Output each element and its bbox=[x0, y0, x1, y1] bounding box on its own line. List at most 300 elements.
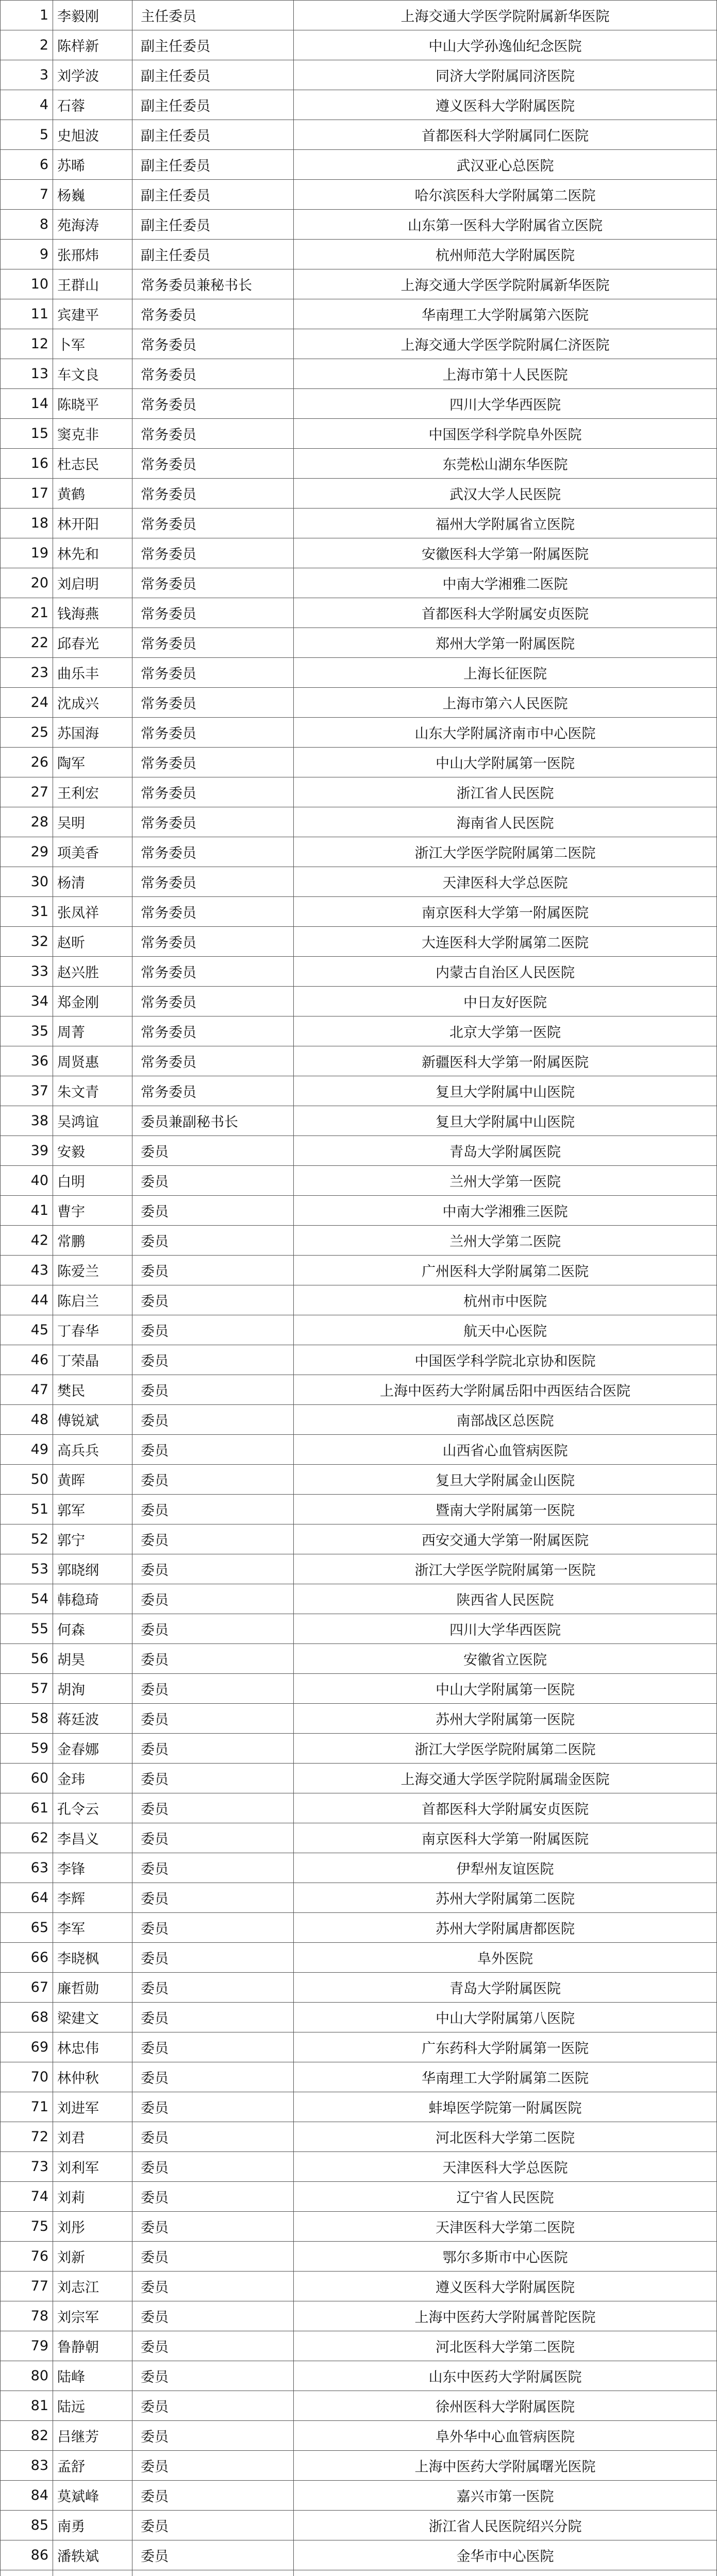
member-hospital-cell: 苏州大学附属第一医院 bbox=[294, 1704, 717, 1734]
member-role-cell: 委员 bbox=[132, 2242, 294, 2272]
member-name-cell: 樊民 bbox=[53, 1375, 132, 1405]
member-hospital-cell: 中山大学附属第一医院 bbox=[294, 748, 717, 777]
member-role-cell: 常务委员 bbox=[132, 389, 294, 419]
member-hospital-cell: 遵义医科大学附属医院 bbox=[294, 2272, 717, 2301]
member-hospital-cell: 金华市中心医院 bbox=[294, 2540, 717, 2570]
member-role-cell: 委员 bbox=[132, 1674, 294, 1704]
member-name-cell: 曲乐丰 bbox=[53, 658, 132, 688]
member-number-cell: 39 bbox=[1, 1136, 53, 1166]
member-name-cell: 林仲秋 bbox=[53, 2062, 132, 2092]
member-role-cell: 常务委员 bbox=[132, 479, 294, 509]
table-row bbox=[1, 2540, 717, 2570]
member-hospital-cell: 四川大学华西医院 bbox=[294, 389, 717, 419]
member-number-cell: 74 bbox=[1, 2182, 53, 2212]
member-role-cell: 委员 bbox=[132, 1704, 294, 1734]
table-row bbox=[1, 1823, 717, 1853]
member-name-cell: 朱文青 bbox=[53, 1076, 132, 1106]
table-row bbox=[1, 90, 717, 120]
member-name-cell: 陈爱兰 bbox=[53, 1256, 132, 1285]
table-row bbox=[1, 479, 717, 509]
member-number-cell: 28 bbox=[1, 807, 53, 837]
member-role-cell: 委员 bbox=[132, 1495, 294, 1524]
member-name-cell: 孟舒 bbox=[53, 2451, 132, 2481]
member-number-cell: 52 bbox=[1, 1524, 53, 1554]
table-row bbox=[1, 1, 717, 30]
member-hospital-cell: 天津医科大学总医院 bbox=[294, 867, 717, 897]
table-row bbox=[1, 1435, 717, 1465]
table-row bbox=[1, 1076, 717, 1106]
member-name-cell bbox=[53, 2570, 132, 2576]
member-number-cell: 34 bbox=[1, 987, 53, 1016]
member-role-cell: 常务委员 bbox=[132, 419, 294, 449]
table-row bbox=[1, 389, 717, 419]
table-row bbox=[1, 299, 717, 329]
member-role-cell: 常务委员 bbox=[132, 359, 294, 389]
member-hospital-cell: 山东第一医科大学附属省立医院 bbox=[294, 210, 717, 240]
member-hospital-cell: 河北医科大学第二医院 bbox=[294, 2122, 717, 2152]
member-number-cell: 50 bbox=[1, 1465, 53, 1495]
table-row bbox=[1, 1674, 717, 1704]
member-name-cell: 沈成兴 bbox=[53, 688, 132, 718]
member-role-cell: 常务委员 bbox=[132, 538, 294, 568]
member-name-cell: 郭军 bbox=[53, 1495, 132, 1524]
table-row bbox=[1, 30, 717, 60]
table-row bbox=[1, 867, 717, 897]
table-row bbox=[1, 1495, 717, 1524]
member-number-cell: 17 bbox=[1, 479, 53, 509]
member-role-cell: 委员 bbox=[132, 1435, 294, 1465]
table-row bbox=[1, 1405, 717, 1435]
member-name-cell: 王群山 bbox=[53, 269, 132, 299]
member-number-cell: 57 bbox=[1, 1674, 53, 1704]
member-role-cell: 常务委员 bbox=[132, 1046, 294, 1076]
member-number-cell: 43 bbox=[1, 1256, 53, 1285]
member-name-cell: 陈晓平 bbox=[53, 389, 132, 419]
member-hospital-cell: 首都医科大学附属安贞医院 bbox=[294, 598, 717, 628]
member-hospital-cell: 南京医科大学第一附属医院 bbox=[294, 1823, 717, 1853]
member-number-cell: 63 bbox=[1, 1853, 53, 1883]
member-number-cell: 29 bbox=[1, 837, 53, 867]
member-hospital-cell bbox=[294, 2570, 717, 2576]
member-role-cell: 常务委员 bbox=[132, 1076, 294, 1106]
member-number-cell: 86 bbox=[1, 2540, 53, 2570]
member-name-cell: 刘志江 bbox=[53, 2272, 132, 2301]
member-hospital-cell: 安徽省立医院 bbox=[294, 1644, 717, 1674]
table-row bbox=[1, 2182, 717, 2212]
member-role-cell: 委员 bbox=[132, 2003, 294, 2032]
member-role-cell: 委员 bbox=[132, 1853, 294, 1883]
table-row bbox=[1, 718, 717, 748]
member-hospital-cell: 上海长征医院 bbox=[294, 658, 717, 688]
member-role-cell: 委员 bbox=[132, 2122, 294, 2152]
member-role-cell: 主任委员 bbox=[132, 1, 294, 30]
member-number-cell: 68 bbox=[1, 2003, 53, 2032]
table-row bbox=[1, 2272, 717, 2301]
table-row bbox=[1, 1853, 717, 1883]
member-hospital-cell: 武汉大学人民医院 bbox=[294, 479, 717, 509]
member-hospital-cell: 福州大学附属省立医院 bbox=[294, 509, 717, 538]
member-number-cell: 4 bbox=[1, 90, 53, 120]
member-name-cell: 安毅 bbox=[53, 1136, 132, 1166]
member-hospital-cell: 兰州大学第一医院 bbox=[294, 1166, 717, 1196]
member-role-cell: 委员兼副秘书长 bbox=[132, 1106, 294, 1136]
member-hospital-cell: 杭州市中医院 bbox=[294, 1285, 717, 1315]
member-hospital-cell: 首都医科大学附属安贞医院 bbox=[294, 1793, 717, 1823]
member-name-cell: 李毅刚 bbox=[53, 1, 132, 30]
member-hospital-cell: 伊犁州友谊医院 bbox=[294, 1853, 717, 1883]
member-name-cell: 丁荣晶 bbox=[53, 1345, 132, 1375]
member-name-cell: 廉哲勋 bbox=[53, 1973, 132, 2003]
member-hospital-cell: 中南大学湘雅二医院 bbox=[294, 568, 717, 598]
member-role-cell: 委员 bbox=[132, 1524, 294, 1554]
member-number-cell: 32 bbox=[1, 927, 53, 957]
member-role-cell: 委员 bbox=[132, 1136, 294, 1166]
member-name-cell: 赵兴胜 bbox=[53, 957, 132, 987]
member-hospital-cell: 上海交通大学医学院附属瑞金医院 bbox=[294, 1764, 717, 1793]
member-role-cell: 副主任委员 bbox=[132, 90, 294, 120]
member-role-cell: 委员 bbox=[132, 1734, 294, 1764]
table-row bbox=[1, 2301, 717, 2331]
table-row bbox=[1, 2481, 717, 2511]
member-hospital-cell: 暨南大学附属第一医院 bbox=[294, 1495, 717, 1524]
member-hospital-cell: 内蒙古自治区人民医院 bbox=[294, 957, 717, 987]
member-role-cell: 常务委员 bbox=[132, 509, 294, 538]
member-number-cell: 11 bbox=[1, 299, 53, 329]
member-name-cell: 陆远 bbox=[53, 2391, 132, 2421]
member-name-cell: 刘学波 bbox=[53, 60, 132, 90]
member-name-cell: 丁春华 bbox=[53, 1315, 132, 1345]
table-row bbox=[1, 748, 717, 777]
table-row bbox=[1, 1764, 717, 1793]
table-row bbox=[1, 2511, 717, 2540]
member-role-cell: 委员 bbox=[132, 2182, 294, 2212]
member-hospital-cell: 兰州大学第二医院 bbox=[294, 1226, 717, 1256]
member-role-cell: 委员 bbox=[132, 1943, 294, 1973]
table-row bbox=[1, 688, 717, 718]
member-number-cell: 2 bbox=[1, 30, 53, 60]
table-row bbox=[1, 987, 717, 1016]
member-number-cell: 7 bbox=[1, 180, 53, 210]
table-row bbox=[1, 568, 717, 598]
member-hospital-cell: 东莞松山湖东华医院 bbox=[294, 449, 717, 479]
table-row bbox=[1, 2152, 717, 2182]
member-number-cell: 13 bbox=[1, 359, 53, 389]
table-row bbox=[1, 1285, 717, 1315]
member-number-cell: 25 bbox=[1, 718, 53, 748]
member-hospital-cell: 中南大学湘雅三医院 bbox=[294, 1196, 717, 1226]
member-number-cell: 20 bbox=[1, 568, 53, 598]
member-role-cell: 常务委员 bbox=[132, 867, 294, 897]
member-number-cell: 76 bbox=[1, 2242, 53, 2272]
member-role-cell: 委员 bbox=[132, 1823, 294, 1853]
table-row bbox=[1, 449, 717, 479]
member-number-cell: 40 bbox=[1, 1166, 53, 1196]
member-hospital-cell: 广东药科大学附属第一医院 bbox=[294, 2032, 717, 2062]
member-role-cell: 委员 bbox=[132, 1226, 294, 1256]
table-row bbox=[1, 180, 717, 210]
member-number-cell: 27 bbox=[1, 777, 53, 807]
member-name-cell: 白明 bbox=[53, 1166, 132, 1196]
member-role-cell: 委员 bbox=[132, 1285, 294, 1315]
member-number-cell: 1 bbox=[1, 1, 53, 30]
member-role-cell: 常务委员 bbox=[132, 837, 294, 867]
member-hospital-cell: 上海交通大学医学院附属新华医院 bbox=[294, 269, 717, 299]
table-row bbox=[1, 1793, 717, 1823]
member-role-cell: 常务委员 bbox=[132, 957, 294, 987]
member-name-cell: 刘进军 bbox=[53, 2092, 132, 2122]
member-name-cell: 南勇 bbox=[53, 2511, 132, 2540]
member-hospital-cell: 上海交通大学医学院附属仁济医院 bbox=[294, 329, 717, 359]
member-role-cell: 委员 bbox=[132, 2152, 294, 2182]
member-hospital-cell: 蚌埠医学院第一附属医院 bbox=[294, 2092, 717, 2122]
member-hospital-cell: 中山大学附属第八医院 bbox=[294, 2003, 717, 2032]
member-name-cell: 杨巍 bbox=[53, 180, 132, 210]
table-row bbox=[1, 927, 717, 957]
member-name-cell: 吴鸿谊 bbox=[53, 1106, 132, 1136]
table-row bbox=[1, 1256, 717, 1285]
member-role-cell: 委员 bbox=[132, 1315, 294, 1345]
member-name-cell: 曹宇 bbox=[53, 1196, 132, 1226]
member-role-cell: 委员 bbox=[132, 2540, 294, 2570]
member-name-cell: 陈样新 bbox=[53, 30, 132, 60]
member-name-cell: 苏晞 bbox=[53, 150, 132, 180]
member-number-cell: 5 bbox=[1, 120, 53, 150]
table-row bbox=[1, 2331, 717, 2361]
member-role-cell: 委员 bbox=[132, 1554, 294, 1584]
member-hospital-cell: 山东大学附属济南市中心医院 bbox=[294, 718, 717, 748]
member-name-cell: 郑金刚 bbox=[53, 987, 132, 1016]
member-role-cell: 常务委员 bbox=[132, 927, 294, 957]
member-hospital-cell: 四川大学华西医院 bbox=[294, 1614, 717, 1644]
member-role-cell: 委员 bbox=[132, 2331, 294, 2361]
member-number-cell: 47 bbox=[1, 1375, 53, 1405]
member-number-cell: 81 bbox=[1, 2391, 53, 2421]
member-role-cell: 委员 bbox=[132, 2451, 294, 2481]
member-role-cell: 委员 bbox=[132, 1196, 294, 1226]
member-number-cell: 80 bbox=[1, 2361, 53, 2391]
member-number-cell: 46 bbox=[1, 1345, 53, 1375]
member-name-cell: 李辉 bbox=[53, 1883, 132, 1913]
member-name-cell: 刘启明 bbox=[53, 568, 132, 598]
table-row bbox=[1, 1106, 717, 1136]
table-row bbox=[1, 2212, 717, 2242]
member-hospital-cell: 天津医科大学第二医院 bbox=[294, 2212, 717, 2242]
member-number-cell: 14 bbox=[1, 389, 53, 419]
member-hospital-cell: 浙江省人民医院绍兴分院 bbox=[294, 2511, 717, 2540]
member-hospital-cell: 嘉兴市第一医院 bbox=[294, 2481, 717, 2511]
member-hospital-cell: 杭州师范大学附属医院 bbox=[294, 240, 717, 269]
member-number-cell: 12 bbox=[1, 329, 53, 359]
member-role-cell: 常务委员 bbox=[132, 987, 294, 1016]
member-number-cell: 65 bbox=[1, 1913, 53, 1943]
member-hospital-cell: 首都医科大学附属同仁医院 bbox=[294, 120, 717, 150]
table-row bbox=[1, 1345, 717, 1375]
member-number-cell: 73 bbox=[1, 2152, 53, 2182]
member-name-cell: 鲁静朝 bbox=[53, 2331, 132, 2361]
table-row bbox=[1, 897, 717, 927]
member-name-cell: 金玮 bbox=[53, 1764, 132, 1793]
member-name-cell: 吴明 bbox=[53, 807, 132, 837]
table-row bbox=[1, 1375, 717, 1405]
member-number-cell: 82 bbox=[1, 2421, 53, 2451]
member-number-cell: 78 bbox=[1, 2301, 53, 2331]
member-role-cell: 副主任委员 bbox=[132, 150, 294, 180]
table-row bbox=[1, 1315, 717, 1345]
member-number-cell: 85 bbox=[1, 2511, 53, 2540]
table-row bbox=[1, 598, 717, 628]
member-hospital-cell: 阜外华中心血管病医院 bbox=[294, 2421, 717, 2451]
member-name-cell: 郭晓纲 bbox=[53, 1554, 132, 1584]
member-number-cell: 69 bbox=[1, 2032, 53, 2062]
member-number-cell: 37 bbox=[1, 1076, 53, 1106]
table-row bbox=[1, 2391, 717, 2421]
member-number-cell: 70 bbox=[1, 2062, 53, 2092]
member-hospital-cell: 安徽医科大学第一附属医院 bbox=[294, 538, 717, 568]
member-role-cell: 委员 bbox=[132, 2272, 294, 2301]
member-hospital-cell: 上海中医药大学附属普陀医院 bbox=[294, 2301, 717, 2331]
member-name-cell: 张邢炜 bbox=[53, 240, 132, 269]
member-name-cell: 林开阳 bbox=[53, 509, 132, 538]
member-name-cell: 莫斌峰 bbox=[53, 2481, 132, 2511]
member-role-cell: 委员 bbox=[132, 1465, 294, 1495]
member-number-cell: 71 bbox=[1, 2092, 53, 2122]
member-number-cell: 67 bbox=[1, 1973, 53, 2003]
member-number-cell: 9 bbox=[1, 240, 53, 269]
member-hospital-cell: 新疆医科大学第一附属医院 bbox=[294, 1046, 717, 1076]
table-row bbox=[1, 628, 717, 658]
table-row bbox=[1, 1973, 717, 2003]
member-role-cell: 委员 bbox=[132, 2511, 294, 2540]
member-hospital-cell: 复旦大学附属金山医院 bbox=[294, 1465, 717, 1495]
table-row bbox=[1, 1016, 717, 1046]
member-name-cell: 陆峰 bbox=[53, 2361, 132, 2391]
member-hospital-cell: 上海中医药大学附属岳阳中西医结合医院 bbox=[294, 1375, 717, 1405]
member-name-cell: 郭宁 bbox=[53, 1524, 132, 1554]
member-hospital-cell: 上海交通大学医学院附属新华医院 bbox=[294, 1, 717, 30]
member-hospital-cell: 南京医科大学第一附属医院 bbox=[294, 897, 717, 927]
member-name-cell: 赵昕 bbox=[53, 927, 132, 957]
member-hospital-cell: 同济大学附属同济医院 bbox=[294, 60, 717, 90]
table-row bbox=[1, 837, 717, 867]
member-number-cell: 21 bbox=[1, 598, 53, 628]
member-number-cell: 58 bbox=[1, 1704, 53, 1734]
member-hospital-cell: 青岛大学附属医院 bbox=[294, 1136, 717, 1166]
member-role-cell: 常务委员 bbox=[132, 628, 294, 658]
member-name-cell: 陈启兰 bbox=[53, 1285, 132, 1315]
member-number-cell: 66 bbox=[1, 1943, 53, 1973]
table-row bbox=[1, 1734, 717, 1764]
member-number-cell: 8 bbox=[1, 210, 53, 240]
table-row bbox=[1, 60, 717, 90]
member-name-cell: 窦克非 bbox=[53, 419, 132, 449]
table-row bbox=[1, 2570, 717, 2576]
member-name-cell: 杨清 bbox=[53, 867, 132, 897]
member-name-cell: 胡洵 bbox=[53, 1674, 132, 1704]
member-name-cell: 周贤惠 bbox=[53, 1046, 132, 1076]
table-row bbox=[1, 120, 717, 150]
member-name-cell: 宾建平 bbox=[53, 299, 132, 329]
member-name-cell: 傅锐斌 bbox=[53, 1405, 132, 1435]
member-name-cell: 项美香 bbox=[53, 837, 132, 867]
member-number-cell: 16 bbox=[1, 449, 53, 479]
member-hospital-cell: 哈尔滨医科大学附属第二医院 bbox=[294, 180, 717, 210]
member-name-cell: 卜军 bbox=[53, 329, 132, 359]
member-name-cell: 张凤祥 bbox=[53, 897, 132, 927]
member-number-cell: 3 bbox=[1, 60, 53, 90]
table-row bbox=[1, 2361, 717, 2391]
member-name-cell: 黄鹤 bbox=[53, 479, 132, 509]
member-hospital-cell: 华南理工大学附属第六医院 bbox=[294, 299, 717, 329]
member-number-cell: 83 bbox=[1, 2451, 53, 2481]
member-name-cell: 车文良 bbox=[53, 359, 132, 389]
table-row bbox=[1, 269, 717, 299]
table-row bbox=[1, 2062, 717, 2092]
member-role-cell: 委员 bbox=[132, 1375, 294, 1405]
member-role-cell: 委员 bbox=[132, 1793, 294, 1823]
member-hospital-cell: 上海中医药大学附属曙光医院 bbox=[294, 2451, 717, 2481]
member-role-cell: 委员 bbox=[132, 2092, 294, 2122]
table-row bbox=[1, 777, 717, 807]
member-hospital-cell: 阜外医院 bbox=[294, 1943, 717, 1973]
member-role-cell: 委员 bbox=[132, 2301, 294, 2331]
member-name-cell: 孔令云 bbox=[53, 1793, 132, 1823]
member-hospital-cell: 北京大学第一医院 bbox=[294, 1016, 717, 1046]
member-number-cell: 31 bbox=[1, 897, 53, 927]
member-role-cell: 副主任委员 bbox=[132, 210, 294, 240]
member-number-cell: 45 bbox=[1, 1315, 53, 1345]
member-number-cell: 6 bbox=[1, 150, 53, 180]
member-role-cell: 委员 bbox=[132, 2421, 294, 2451]
table-row bbox=[1, 240, 717, 269]
member-table-body bbox=[1, 1, 717, 2576]
member-hospital-cell: 浙江大学医学院附属第一医院 bbox=[294, 1554, 717, 1584]
member-name-cell: 刘新 bbox=[53, 2242, 132, 2272]
member-hospital-cell: 陕西省人民医院 bbox=[294, 1584, 717, 1614]
member-hospital-cell: 苏州大学附属唐都医院 bbox=[294, 1913, 717, 1943]
table-row bbox=[1, 1644, 717, 1674]
member-name-cell: 李军 bbox=[53, 1913, 132, 1943]
member-hospital-cell: 山西省心血管病医院 bbox=[294, 1435, 717, 1465]
table-row bbox=[1, 1465, 717, 1495]
member-hospital-cell: 辽宁省人民医院 bbox=[294, 2182, 717, 2212]
member-number-cell: 15 bbox=[1, 419, 53, 449]
member-role-cell: 常务委员兼秘书长 bbox=[132, 269, 294, 299]
member-role-cell bbox=[132, 2570, 294, 2576]
member-number-cell: 38 bbox=[1, 1106, 53, 1136]
table-row bbox=[1, 1524, 717, 1554]
member-role-cell: 委员 bbox=[132, 1405, 294, 1435]
member-number-cell: 22 bbox=[1, 628, 53, 658]
table-row bbox=[1, 1136, 717, 1166]
member-name-cell: 韩稳琦 bbox=[53, 1584, 132, 1614]
member-name-cell: 蒋廷波 bbox=[53, 1704, 132, 1734]
table-row bbox=[1, 2122, 717, 2152]
member-name-cell: 高兵兵 bbox=[53, 1435, 132, 1465]
table-row bbox=[1, 658, 717, 688]
member-name-cell: 潘轶斌 bbox=[53, 2540, 132, 2570]
member-number-cell: 62 bbox=[1, 1823, 53, 1853]
member-number-cell: 18 bbox=[1, 509, 53, 538]
table-row bbox=[1, 2092, 717, 2122]
member-hospital-cell: 复旦大学附属中山医院 bbox=[294, 1106, 717, 1136]
member-role-cell: 常务委员 bbox=[132, 299, 294, 329]
member-hospital-cell: 中山大学孙逸仙纪念医院 bbox=[294, 30, 717, 60]
member-number-cell: 33 bbox=[1, 957, 53, 987]
member-role-cell: 副主任委员 bbox=[132, 120, 294, 150]
table-row bbox=[1, 2451, 717, 2481]
member-number-cell: 35 bbox=[1, 1016, 53, 1046]
member-hospital-cell: 航天中心医院 bbox=[294, 1315, 717, 1345]
